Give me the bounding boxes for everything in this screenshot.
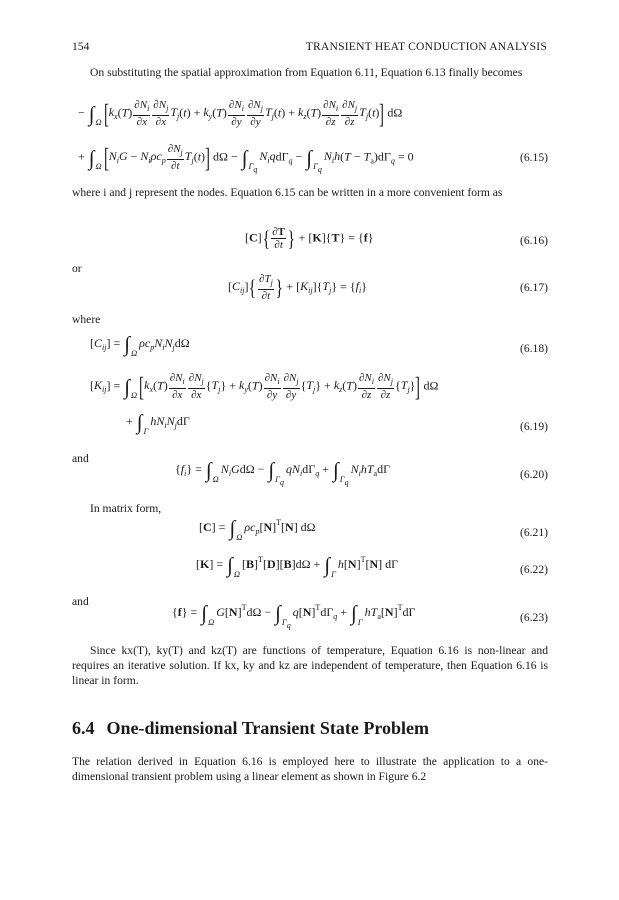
page-number: 154 — [72, 40, 90, 53]
equation-number-6-15: (6.15) — [519, 151, 548, 164]
equation-6-18: $[C_{ij}] = \int_\Omega\rho c_pN_iN_jd\Omega$ — [90, 332, 190, 358]
equation-6-15-line-1: − $\int_\Omega[k_x(T)$ $\frac{\partial N_i}{\partial x}$ $\frac{\partial N_j}{\partial x}$ $T_j(t) + k_y(T)$ $\frac{\partial N_i}{\partial y}$ $\frac{\partial N_j}{\partial y}$ $T_j(t) + k_z(T)$ $\frac{\partial N_i}{\partial z}$ $\frac{\partial N_j}{\partial z}$ $T_j(t)$] dΩ — [78, 98, 403, 129]
running-title: TRANSIENT HEAT CONDUCTION ANALYSIS — [305, 40, 547, 53]
matrix-form-label: In matrix form, — [90, 502, 162, 515]
equation-6-17: $[C_{ij}]${ $\frac{\partial T_j}{\partial t}$ } + $[K_{ij}]\{T_j\} = \{f_i\}$ — [228, 273, 367, 302]
nodes-paragraph: where i and j represent the nodes. Equation 6.15 can be written in a more convenient form as — [72, 186, 503, 199]
nonlinear-paragraph: Since kx(T), ky(T) and kz(T) are functions of temperature, Equation 6.16 is non-linear and requires an iterative solution. If kx, ky and kz are independent of temperature, then Equation 6.16 is linear in form. — [72, 644, 548, 687]
equation-number-6-20: (6.20) — [519, 468, 548, 481]
equation-number-6-16: (6.16) — [519, 234, 548, 247]
intro-paragraph: On substituting the spatial approximation from Equation 6.11, Equation 6.13 finally becomes — [90, 66, 523, 79]
equation-6-19-line-1: $[K_{ij}] = \int_\Omega[k_x(T)$ $\frac{\partial N_i}{\partial x}$ $\frac{\partial N_j}{\partial x}$ $\{T_j\} + k_y(T)$ $\frac{\partial N_i}{\partial y}$ $\frac{\partial N_j}{\partial y}$ $\{T_j\} + k_z(T)$ $\frac{\partial N_i}{\partial z}$ $\frac{\partial N_j}{\partial z}$ $\{T_j\}$] dΩ — [90, 371, 439, 402]
equation-number-6-17: (6.17) — [519, 281, 548, 294]
running-head — [72, 40, 547, 56]
equation-6-22: $[K] = \int_\Omega[B]^T[D][B]d\Omega + \int_\Gamma h[N]^T[N]$ dΓ — [196, 553, 399, 579]
equation-number-6-19: (6.19) — [519, 420, 548, 433]
section-number: 6.4 — [72, 718, 95, 738]
where-label: where — [72, 313, 101, 326]
equation-6-15-line-2: + $\int_\Omega[N_iG - N_i\rho c_p$ $\frac{\partial N_j}{\partial t}$ $T_j(t)$] $d\Omega - \int_{\Gamma_q}N_iqd\Gamma_q - \int_{\Gamma_q}N_ih(T - T_a)d\Gamma_q = 0$ — [78, 142, 414, 175]
section-title: One-dimensional Transient State Problem — [106, 718, 430, 738]
or-label: or — [72, 262, 82, 275]
equation-6-21: $[C] = \int_\Omega\rho c_p[N]^T[N]$ dΩ — [199, 516, 316, 542]
equation-number-6-23: (6.23) — [519, 611, 548, 624]
section-paragraph: The relation derived in Equation 6.16 is employed here to illustrate the application to a one-dimensional transient problem using a linear element as shown in Figure 6.2 — [72, 755, 548, 783]
and-label-1: and — [72, 452, 89, 465]
equation-6-20: $\{f_i\} = \int_\Omega N_iGd\Omega - \int_{\Gamma_q}qN_id\Gamma_q + \int_{\Gamma_q}N_ihT_ad\Gamma$ — [175, 458, 391, 487]
equation-6-23: $\{f\} = \int_\Omega G[N]^Td\Omega - \int_{\Gamma_q}q[N]^Td\Gamma_q + \int_\Gamma hT_a[N]^Td\Gamma$ — [172, 601, 416, 630]
and-label-2: and — [72, 595, 89, 608]
equation-number-6-21: (6.21) — [519, 526, 548, 539]
equation-number-6-22: (6.22) — [519, 563, 548, 576]
equation-6-19-line-2: + $\int_\Gamma hN_iN_jd\Gamma$ — [126, 410, 190, 436]
equation-6-16: [C]{ $\frac{\partial T}{\partial t}$ } + [K]{T} = {f} — [245, 225, 374, 251]
section-heading — [72, 718, 548, 739]
equation-number-6-18: (6.18) — [519, 342, 548, 355]
